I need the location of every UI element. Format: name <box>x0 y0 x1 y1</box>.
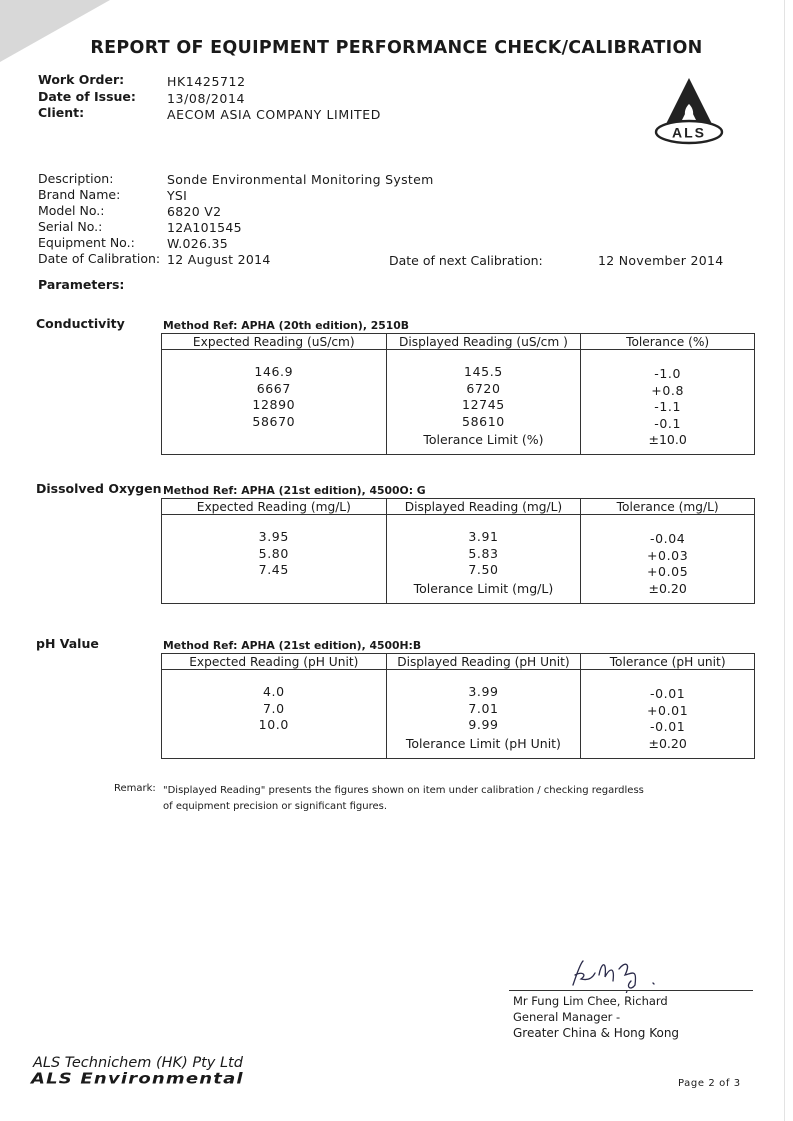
signature-scribble <box>565 955 675 993</box>
table-cell: 7.01 <box>468 700 499 716</box>
table-cell: 7.45 <box>258 562 289 577</box>
ph-table <box>161 653 755 759</box>
client-label: Client: <box>38 105 85 120</box>
conductivity-title: Conductivity <box>36 316 125 331</box>
logo-text: ALS <box>672 124 706 141</box>
model-value: 6820 V2 <box>167 204 222 219</box>
date-of-issue-label: Date of Issue: <box>38 89 136 104</box>
cal-date-value: 12 August 2014 <box>167 252 271 267</box>
oxygen-method: Method Ref: APHA (21st edition), 4500O: G <box>163 484 426 497</box>
displayed-values <box>386 350 581 433</box>
client-value: AECOM ASIA COMPANY LIMITED <box>167 107 381 122</box>
table-cell: 5.83 <box>468 545 499 561</box>
table-cell: -1.0 <box>654 366 682 381</box>
footer-brand: ALS Environmental <box>31 1070 244 1088</box>
empty-cell <box>162 581 387 604</box>
work-order-label: Work Order: <box>38 72 125 87</box>
table-cell: 9.99 <box>468 717 499 732</box>
remark-text <box>163 783 663 815</box>
signatory-role: General Manager - <box>513 1010 621 1024</box>
table-cell: 5.80 <box>258 545 289 561</box>
signature-line <box>509 990 753 991</box>
table-cell: +0.05 <box>646 564 689 579</box>
model-label: Model No.: <box>38 203 105 218</box>
table-cell: 3.95 <box>258 529 289 544</box>
table-cell: +0.03 <box>646 547 689 563</box>
report-title: REPORT OF EQUIPMENT PERFORMANCE CHECK/CALIBRATION <box>90 38 703 58</box>
expected-values <box>162 670 387 736</box>
page-number: Page 2 of 3 <box>678 1078 741 1089</box>
tolerance-limit-value: ±10.0 <box>581 432 755 455</box>
table-cell: 3.99 <box>468 684 499 699</box>
conductivity-method: Method Ref: APHA (20th edition), 2510B <box>163 319 410 332</box>
scan-edge <box>784 0 785 1121</box>
table-cell: 6720 <box>466 380 501 396</box>
ph-method: Method Ref: APHA (21st edition), 4500H:B <box>163 639 422 652</box>
table-cell: +0.8 <box>651 382 685 398</box>
work-order-value: HK1425712 <box>167 74 246 89</box>
tolerance-limit-label: Tolerance Limit (mg/L) <box>386 581 581 604</box>
brand-label: Brand Name: <box>38 187 121 202</box>
remark-line-2: of equipment precision or significant figures. <box>163 801 388 812</box>
col-tolerance-header: Tolerance (mg/L) <box>581 499 755 515</box>
table-cell: 3.91 <box>468 529 499 544</box>
col-tolerance-header: Tolerance (pH unit) <box>581 654 755 670</box>
empty-cell <box>162 432 387 455</box>
table-cell: -0.01 <box>649 686 686 701</box>
table-cell: 146.9 <box>254 364 294 379</box>
table-cell: 7.0 <box>262 700 285 716</box>
tolerance-limit-label: Tolerance Limit (%) <box>386 432 581 455</box>
displayed-values <box>386 670 581 736</box>
als-logo <box>653 74 725 146</box>
signatory-name: Mr Fung Lim Chee, Richard <box>513 994 668 1008</box>
table-cell: 58670 <box>252 413 296 429</box>
table-cell: -0.04 <box>649 531 686 546</box>
table-cell: 10.0 <box>258 717 289 732</box>
next-cal-value: 12 November 2014 <box>598 253 724 268</box>
table-cell: 58610 <box>462 413 505 429</box>
col-expected-header: Expected Reading (pH Unit) <box>162 654 387 670</box>
table-cell: +0.01 <box>646 702 689 718</box>
expected-values <box>162 515 387 581</box>
table-cell: 6667 <box>256 380 291 396</box>
tolerance-values <box>581 515 755 581</box>
col-tolerance-header: Tolerance (%) <box>581 334 755 350</box>
footer-company: ALS Technichem (HK) Pty Ltd <box>33 1055 243 1071</box>
conductivity-table <box>161 333 755 455</box>
col-expected-header: Expected Reading (mg/L) <box>162 499 387 515</box>
table-cell: 145.5 <box>464 364 503 379</box>
table-cell: 12745 <box>462 397 505 412</box>
table-cell: 12890 <box>252 397 296 412</box>
empty-cell <box>162 736 387 759</box>
oxygen-table <box>161 498 755 604</box>
cal-date-label: Date of Calibration: <box>38 251 161 266</box>
next-cal-label: Date of next Calibration: <box>389 253 543 268</box>
table-cell: 7.50 <box>468 562 499 577</box>
remark-line-1: "Displayed Reading" presents the figures shown on item under calibration / checking regardless <box>163 785 644 796</box>
serial-value: 12A101545 <box>167 220 242 235</box>
tolerance-limit-value: ±0.20 <box>581 581 755 604</box>
displayed-values <box>386 515 581 581</box>
brand-value: YSI <box>167 188 188 203</box>
tolerance-limit-value: ±0.20 <box>581 736 755 759</box>
equipment-value: W.026.35 <box>167 236 229 251</box>
parameters-label: Parameters: <box>38 277 125 292</box>
equipment-label: Equipment No.: <box>38 235 135 250</box>
col-displayed-header: Displayed Reading (mg/L) <box>386 499 581 515</box>
description-value: Sonde Environmental Monitoring System <box>167 172 434 187</box>
col-displayed-header: Displayed Reading (pH Unit) <box>386 654 581 670</box>
serial-label: Serial No.: <box>38 219 103 234</box>
signatory-region: Greater China & Hong Kong <box>513 1026 680 1040</box>
tolerance-values <box>581 350 755 433</box>
tolerance-values <box>581 670 755 736</box>
expected-values <box>162 350 387 433</box>
table-cell: -1.1 <box>654 399 682 414</box>
table-cell: -0.01 <box>649 719 686 734</box>
ph-title: pH Value <box>36 636 99 651</box>
oxygen-title: Dissolved Oxygen <box>36 481 162 496</box>
col-expected-header: Expected Reading (uS/cm) <box>162 334 387 350</box>
tolerance-limit-label: Tolerance Limit (pH Unit) <box>386 736 581 759</box>
description-label: Description: <box>38 171 114 186</box>
remark-label: Remark: <box>114 783 156 794</box>
table-cell: -0.1 <box>654 415 682 431</box>
table-cell: 4.0 <box>262 684 285 699</box>
date-of-issue-value: 13/08/2014 <box>167 91 246 106</box>
col-displayed-header: Displayed Reading (uS/cm ) <box>386 334 581 350</box>
